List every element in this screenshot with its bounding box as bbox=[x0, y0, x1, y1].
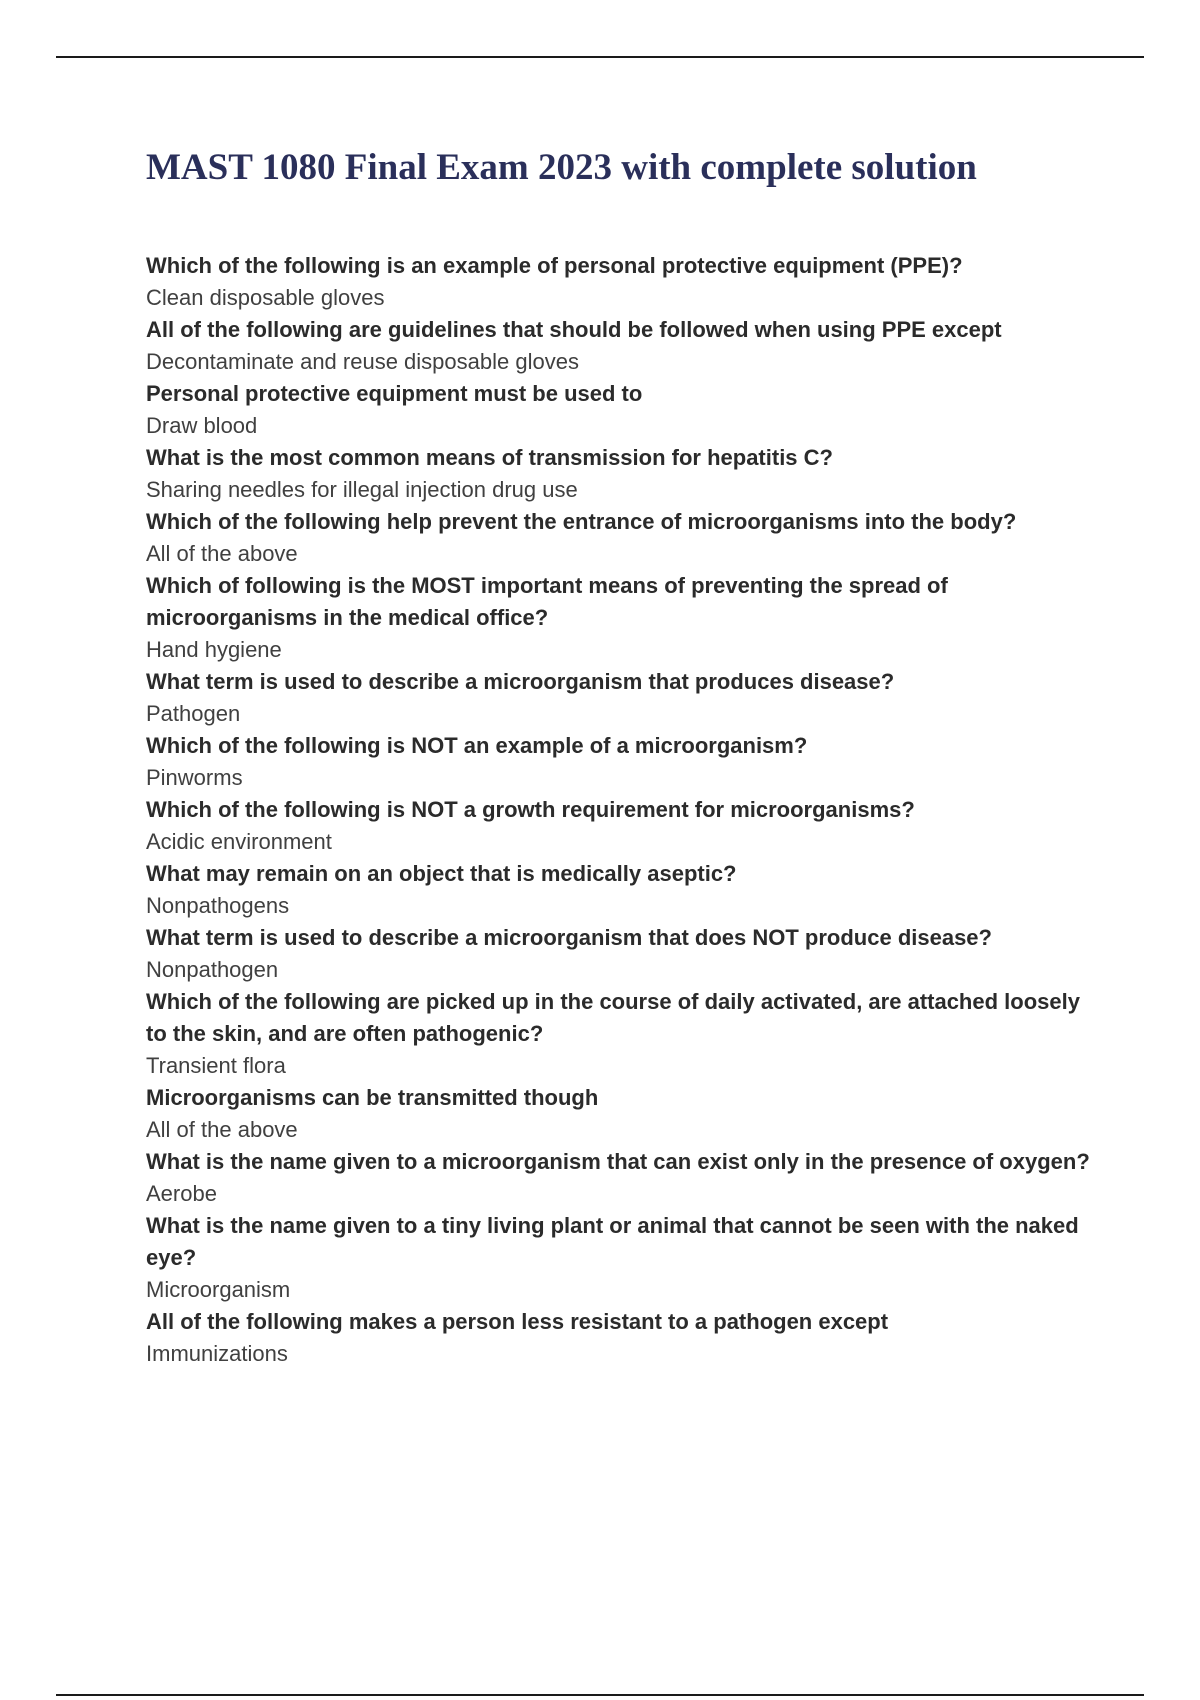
answer-text: Immunizations bbox=[146, 1341, 288, 1366]
qa-item bbox=[146, 1210, 1096, 1306]
question-text: Which of the following is NOT an example of a microorganism? bbox=[146, 733, 808, 758]
answer-text: Nonpathogens bbox=[146, 893, 290, 918]
question-text: Which of the following is an example of personal protective equipment (PPE)? bbox=[146, 253, 963, 278]
answer-text: Hand hygiene bbox=[146, 637, 282, 662]
question-text: What term is used to describe a microorganism that does NOT produce disease? bbox=[146, 925, 992, 950]
document-title: MAST 1080 Final Exam 2023 with complete solution bbox=[146, 147, 977, 188]
answer-text: Aerobe bbox=[146, 1181, 217, 1206]
question-text: Which of the following are picked up in the course of daily activated, are attached loosely to the skin, and are often pathogenic? bbox=[146, 989, 1080, 1046]
qa-item bbox=[146, 666, 1096, 730]
question-text: All of the following are guidelines that should be followed when using PPE except bbox=[146, 317, 1002, 342]
qa-item bbox=[146, 442, 1096, 506]
answer-text: Pathogen bbox=[146, 701, 241, 726]
answer-text: Decontaminate and reuse disposable gloves bbox=[146, 349, 579, 374]
question-text: Which of following is the MOST important means of preventing the spread of microorganisms in the medical office? bbox=[146, 573, 948, 630]
question-text: Personal protective equipment must be used to bbox=[146, 381, 643, 406]
answer-text: Sharing needles for illegal injection drug use bbox=[146, 477, 578, 502]
qa-item bbox=[146, 1306, 1096, 1370]
question-text: Which of the following is NOT a growth requirement for microorganisms? bbox=[146, 797, 915, 822]
qa-item bbox=[146, 378, 1096, 442]
footer-rule bbox=[56, 1694, 1144, 1696]
question-text: Microorganisms can be transmitted though bbox=[146, 1085, 599, 1110]
qa-item bbox=[146, 922, 1096, 986]
answer-text: All of the above bbox=[146, 1117, 298, 1142]
answer-text: All of the above bbox=[146, 541, 298, 566]
answer-text: Pinworms bbox=[146, 765, 243, 790]
question-text: Which of the following help prevent the entrance of microorganisms into the body? bbox=[146, 509, 1017, 534]
qa-list bbox=[146, 250, 1096, 1370]
qa-item bbox=[146, 1146, 1096, 1210]
qa-item bbox=[146, 730, 1096, 794]
answer-text: Transient flora bbox=[146, 1053, 286, 1078]
answer-text: Clean disposable gloves bbox=[146, 285, 385, 310]
answer-text: Microorganism bbox=[146, 1277, 291, 1302]
header-rule bbox=[56, 56, 1144, 58]
question-text: What is the name given to a microorganism that can exist only in the presence of oxygen? bbox=[146, 1149, 1090, 1174]
qa-item bbox=[146, 506, 1096, 570]
question-text: All of the following makes a person less resistant to a pathogen except bbox=[146, 1309, 889, 1334]
qa-item bbox=[146, 314, 1096, 378]
question-text: What may remain on an object that is medically aseptic? bbox=[146, 861, 737, 886]
question-text: What is the name given to a tiny living plant or animal that cannot be seen with the naked eye? bbox=[146, 1213, 1079, 1270]
answer-text: Acidic environment bbox=[146, 829, 332, 854]
answer-text: Draw blood bbox=[146, 413, 258, 438]
question-text: What term is used to describe a microorganism that produces disease? bbox=[146, 669, 895, 694]
qa-item bbox=[146, 794, 1096, 858]
qa-item bbox=[146, 1082, 1096, 1146]
question-text: What is the most common means of transmission for hepatitis C? bbox=[146, 445, 833, 470]
qa-item bbox=[146, 250, 1096, 314]
answer-text: Nonpathogen bbox=[146, 957, 279, 982]
qa-item bbox=[146, 570, 1096, 666]
qa-item bbox=[146, 858, 1096, 922]
qa-item bbox=[146, 986, 1096, 1082]
